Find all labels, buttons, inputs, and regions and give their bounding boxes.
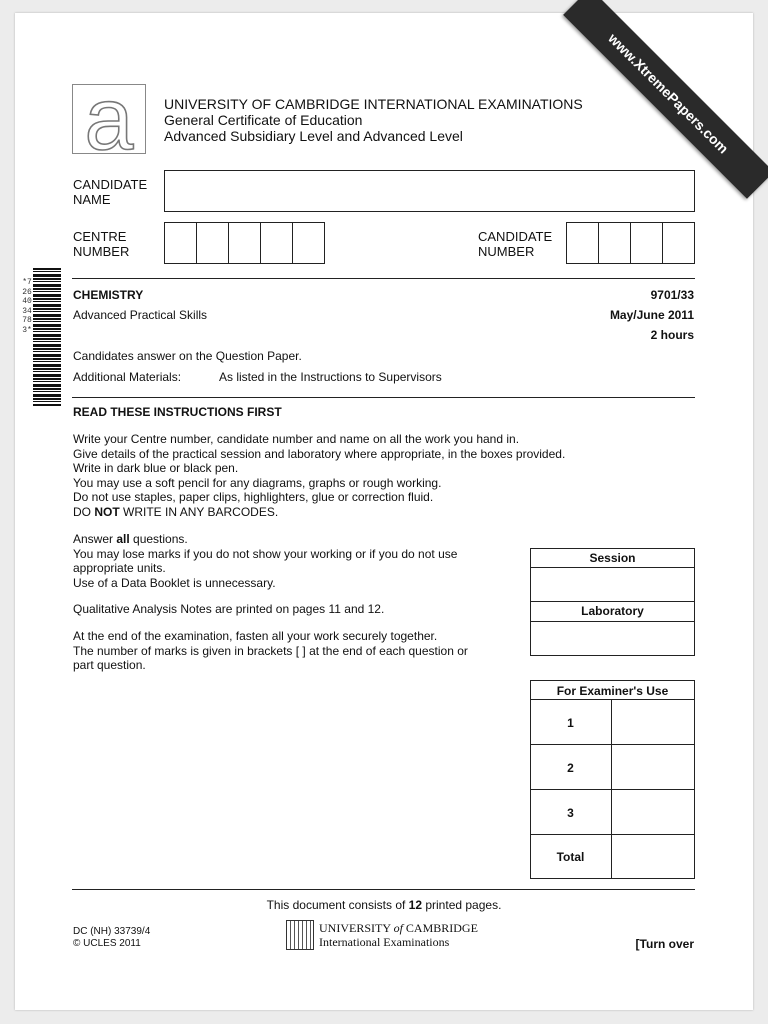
centre-number-field[interactable]: [164, 222, 325, 264]
candidate-number-label-line2: NUMBER: [478, 244, 535, 259]
cambridge-logo-line1: [319, 921, 478, 935]
instructions-block-1: [73, 432, 565, 520]
cambridge-logo-line2: International Examinations: [319, 935, 450, 949]
cambridge-logo-text: [319, 921, 478, 949]
text: UNIVERSITY: [319, 921, 394, 935]
paper-code: 9701/33: [650, 288, 694, 302]
reference-code: DC (NH) 33739/4: [73, 926, 151, 937]
page-count: [0, 898, 768, 912]
centre-number-label: [73, 229, 129, 259]
text-italic: of: [393, 921, 403, 935]
text: WRITE IN ANY BARCODES.: [119, 504, 279, 519]
cambridge-crest-icon: [286, 920, 314, 950]
cie-logo-letter: a: [84, 69, 134, 168]
session-field[interactable]: [531, 568, 694, 601]
text-bold: 12: [408, 898, 423, 912]
turn-over: [Turn over: [635, 937, 694, 951]
header-line-1: UNIVERSITY OF CAMBRIDGE INTERNATIONAL EXAMINATIONS: [164, 96, 583, 112]
laboratory-field[interactable]: [531, 622, 694, 655]
examiner-mark-total[interactable]: [612, 835, 694, 878]
candidate-name-label: [73, 177, 147, 207]
laboratory-label: Laboratory: [581, 604, 644, 618]
examiner-row-1: 1: [567, 716, 574, 730]
candidate-name-label-line1: CANDIDATE: [73, 177, 148, 192]
answer-on-paper: Candidates answer on the Question Paper.: [73, 349, 302, 363]
barcode-number: *7264034783*: [22, 278, 32, 335]
text: CAMBRIDGE: [402, 921, 478, 935]
divider-footer: [72, 889, 695, 890]
instruction-line: Give details of the practical session and laboratory where appropriate, in the boxes provided.: [73, 446, 566, 461]
instruction-line: The number of marks is given in brackets [ ] at the end of each question or: [73, 643, 468, 658]
instructions-block-2: [73, 532, 457, 590]
candidate-name-label-line2: NAME: [73, 192, 111, 207]
xtremepapers-ribbon[interactable]: www.XtremePapers.com: [563, 0, 768, 199]
examiner-mark-1[interactable]: [612, 700, 694, 744]
instruction-line: At the end of the examination, fasten all your work securely together.: [73, 629, 438, 643]
paper-title: Advanced Practical Skills: [73, 308, 208, 322]
instruction-line: [73, 505, 565, 520]
instruction-line: Write your Centre number, candidate number and name on all the work you hand in.: [73, 432, 520, 446]
centre-number-label-line1: CENTRE: [73, 229, 127, 244]
divider-instructions: [72, 397, 695, 398]
instructions-block-3: [73, 629, 468, 673]
examiner-row-2: 2: [567, 761, 574, 775]
header-line-2: General Certificate of Education: [164, 112, 363, 128]
header-line-3: Advanced Subsidiary Level and Advanced Level: [164, 128, 463, 144]
text: Answer: [73, 532, 117, 546]
instruction-line: [73, 532, 457, 547]
instruction-line: Write in dark blue or black pen.: [73, 461, 239, 476]
instruction-line: appropriate units.: [73, 561, 166, 576]
examiner-mark-2[interactable]: [612, 745, 694, 789]
cie-logo: [72, 69, 146, 168]
examiner-mark-3[interactable]: [612, 790, 694, 834]
text: printed pages.: [422, 898, 502, 912]
materials-value: As listed in the Instructions to Supervisors: [219, 370, 442, 384]
examiner-row-total: Total: [556, 850, 585, 864]
instruction-line: You may lose marks if you do not show your working or if you do not use: [73, 546, 458, 561]
centre-number-label-line2: NUMBER: [73, 244, 130, 259]
candidate-number-label: [478, 229, 552, 259]
barcode: [33, 268, 61, 406]
exam-duration: 2 hours: [650, 328, 694, 342]
text: DO: [73, 504, 95, 519]
qualitative-notes: Qualitative Analysis Notes are printed on pages 11 and 12.: [73, 602, 385, 616]
exam-session: May/June 2011: [609, 308, 694, 322]
subject: CHEMISTRY: [73, 288, 144, 302]
text: questions.: [129, 532, 188, 546]
instruction-line: Use of a Data Booklet is unnecessary.: [73, 575, 276, 590]
candidate-number-label-line1: CANDIDATE: [478, 229, 553, 244]
examiner-title: For Examiner's Use: [556, 684, 669, 698]
instruction-line: Do not use staples, paper clips, highlighters, glue or correction fluid.: [73, 490, 434, 505]
divider-top: [72, 278, 695, 279]
copyright: © UCLES 2011: [73, 938, 141, 949]
instructions-heading: READ THESE INSTRUCTIONS FIRST: [73, 405, 282, 419]
text: This document consists of: [266, 898, 409, 912]
examiner-row-3: 3: [567, 806, 574, 820]
materials-label: Additional Materials:: [73, 370, 182, 384]
candidate-number-field[interactable]: [566, 222, 695, 264]
instruction-line: part question.: [73, 658, 146, 673]
document-reference: [73, 926, 150, 950]
session-label: Session: [589, 551, 636, 565]
candidate-name-field[interactable]: [164, 170, 695, 212]
text-bold: NOT: [94, 504, 120, 519]
instruction-line: You may use a soft pencil for any diagrams, graphs or rough working.: [73, 475, 442, 490]
divider: [530, 601, 695, 602]
text-bold: all: [116, 532, 130, 546]
